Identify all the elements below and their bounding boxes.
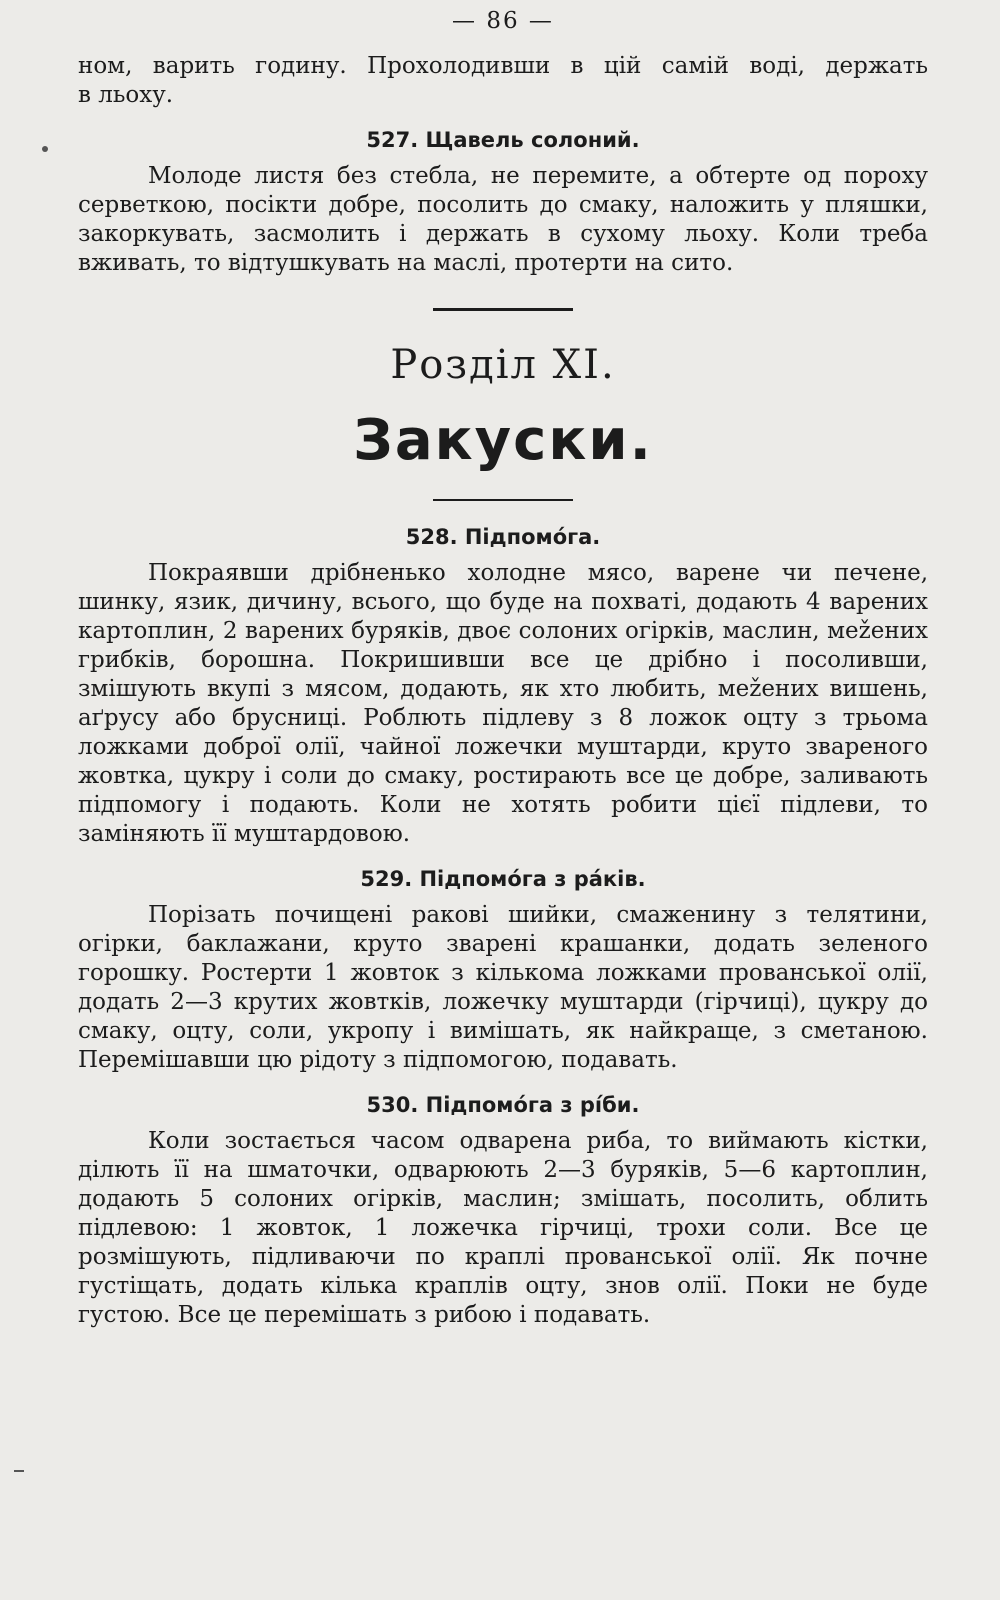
margin-speck-bottom xyxy=(14,1470,24,1472)
recipe-527 xyxy=(78,126,928,278)
recipe-text: Коли зостається часом одварена риба, то виймають кістки, ділють її на шматочки, одварюють 2—3 буряків, 5—6 картоплин, додають 5 солоних огірків, маслин; змішать, посолить, облить підлевою: 1 жовток, 1 ложечка гірчиці, трохи соли. Все це розмішують, підливаючи по краплі прованської олії. Як почне густіщать, додать кілька краплів оцту, знов олії. Поки не буде густою. Все це перемішать з рибою і подавать. xyxy=(78,1128,928,1328)
continued-line-1: ном, варить годину. Прохолодивши в цій самій воді, держать xyxy=(78,53,928,79)
section-divider-bottom xyxy=(433,499,573,501)
book-page xyxy=(78,8,928,1346)
recipe-529 xyxy=(78,865,928,1075)
continued-line-2: в льоху. xyxy=(78,82,174,108)
section-label: Розділ XI. xyxy=(390,342,616,388)
section-divider-top xyxy=(433,308,573,311)
recipe-title: 528. Підпомóга. xyxy=(405,525,601,549)
recipe-text: Покраявши дрібненько холодне мясо, варене чи печене, шинку, язик, дичину, всього, що буде на похваті, додають 4 варених картоплин, 2 варених буряків, двоє солоних огірків, маслин, мežених грибків, борошна. Покришивши все це дрібно і посоливши, змішують вкупі з мясом, додають, як хто любить, мežених вишень, аґрусу або брусниці. Роблють підлеву з 8 ложок оцту з трьома ложками доброї олії, чайної ложечки муштарди, круто звареного жовтка, цукру і соли до смаку, ростирають все це добре, заливають підпомогу і подають. Коли не хотять робити цієї підлеви, то заміняють її муштардовою. xyxy=(78,560,928,847)
recipe-530 xyxy=(78,1091,928,1330)
margin-speck-top xyxy=(42,146,48,152)
recipe-title: 530. Підпомóга з рíби. xyxy=(366,1093,640,1117)
continued-text xyxy=(78,52,928,110)
section-title: Закуски. xyxy=(353,408,653,473)
recipe-title: 529. Підпомóга з рáків. xyxy=(360,867,646,891)
recipe-title: 527. Щавель солоний. xyxy=(366,128,640,152)
recipe-text: Порізать почищені ракові шийки, смаженину з телятини, огірки, баклажани, круто зварені крашанки, додать зеленого горошку. Ростерти 1 жовток з кількома ложками прованської олії, додать 2—3 крутих жовтків, ложечку муштарди (гірчиці), цукру до смаку, оцту, соли, укропу і вимішать, як найкраще, з сметаною. Перемішавши цю рідоту з підпомогою, подавать. xyxy=(78,902,928,1073)
recipe-text: Молоде листя без стебла, не перемите, а обтерте од пороху серветкою, посікти добре, посолить до смаку, наложить у пляшки, закоркувать, засмолить і держать в сухому льоху. Коли треба вживать, то відтушкувать на маслі, протерти на сито. xyxy=(78,163,928,276)
recipe-528 xyxy=(78,523,928,849)
page-number: — 86 — xyxy=(452,8,554,34)
